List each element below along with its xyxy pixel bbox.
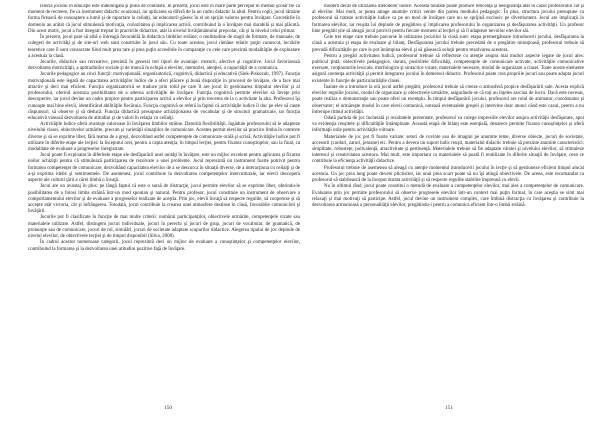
right-page-text <box>312 4 584 402</box>
left-paragraph-3: Jocurile, didactice sau recreative, prezintă în general trei tipuri de avantaje: motorii, afective şi cognitive. Jocul favorizează dezvoltarea motricităţii, a aptitudinilor sociale şi de muncă în echipă a elevilor, memoriei, atenţiei, a capacităţii de a comunica. <box>28 59 300 72</box>
right-paragraph-2: Cele trei etape care trebuie parcurse în utilizarea jocurilor la clasă sunt: etapa premergătoare introducerii jocului, desfăşurarea la clasă a acestuia şi etapa de evaluare şi bilanţ. Desfăşurarea jocului trebuie precedată de o pregătire minuţioasă, profesorul trebuie să prevadă dificultăţile pe care le pot întâmpina elevii şi să găsească soluţii pentru rezolvarea acestora. <box>312 35 584 53</box>
left-paragraph-7: Jocul are un avantaj în plus: pe lângă faptul că este o sursă de distracţie, jocul permite elevilor să se exprime liber, oferindu-le posibilitatea de a folosi limba străină într-un mod spontan şi natural. Pentru profesor, jocul constituie un instrument de observare a comportamentului elevilor şi de evaluare a progreselor realizate de aceştia. Prin joc, elevii învaţă să respecte regulile, să coopereze şi să accepte atât victoria, cât şi înfrângerea. Totodată, jocul contribuie la crearea unei atmosfere destinse în clasă, favorabile comunicării şi învăţării. <box>28 184 300 215</box>
right-paragraph-8: Nu în ultimul rând, jocul poate constitui o metodă de evaluare a competenţelor elevilor, mai ales a competenţelor de comunicare. Evaluarea prin joc permite profesorului să observe progresele elevilor într-un context mai puţin formal, în care aceştia se simt mai relaxaţi şi mai motivaţi să participe. Astfel, jocul devine un instrument complex, care îmbină distracţia cu învăţarea şi contribuie la dezvoltarea armonioasă a personalităţii elevilor, pregătindu-i pentru a comunica eficient într-o limbă străină. <box>312 184 584 208</box>
right-paragraph-3: Pentru a pregăti activitatea ludică, profesorul trebuie să reflecteze cu atenţie asupra mai multor aspecte legate de jocul ales: publicul ţintă, obiectivele pedagogice, durata, posibilele dificultăţi, competenţele de comunicare activate, activităţile comunicative exersate, conţinuturile lexicale, morfologice şi sintactice vizate, materialele necesare, modul de organizare a clasei. Toate aceste elemente asigură coerenţa activităţii şi permit integrarea jocului în demersul didactic. Profesorul poate crea propriile jocuri sau poate adapta jocuri existente în funcţie de particularităţile clasei. <box>312 53 584 84</box>
right-paragraph-1: modern decât de utilizarea metodelor ludice. Această noutate poate produce reticenţă şi nesiguranţă atât în cazul profesorului cât şi al elevilor. Mai mult, ar putea atrage anumite critici venite din partea mediului pedagogic. În plus, structura jocului presupune ca profesorul să trateze activităţile ludice ca pe un mod de învăţare care nu se sprijină exclusiv pe divertisment. Jocul are implicaţii în formarea elevilor, iar reuşita lui depinde de pregătirea şi implicarea profesorului în organizarea şi desfăşurarea activităţii. Un profesor bine pregătit ştie să aleagă jocul potrivit pentru fiecare moment al lecţiei şi să îl adapteze nevoilor elevilor săi. <box>312 4 584 34</box>
page-number-left: 150 <box>163 405 173 411</box>
left-paragraph-9: În cadrul acestor numeroase categorii, jocul reprezintă deci un mijloc de evaluare a cunoştinţelor şi competenţelor elevilor, contribuind la formarea şi la dezvoltarea unei atitudini pozitive faţă de învăţare. <box>28 240 300 252</box>
right-paragraph-6: Materialele de joc pot fi foarte variate: seturi de cuvinte sau de imagini pe anumite teme, diverse obiecte, jocuri de societate, accesorii (carduri, zaruri, jetoane) etc. Pentru a deveni un suport ludic reuşit, materialul didactic trebuie să prezinte anumite caracteristici: simplitate, robusteţe, polivalenţă, atractivitate şi pertinenţă. Materialele trebuie să fie adaptate vârstei şi nivelului elevilor, să stimuleze interesul şi creativitatea acestora. Mai mult, este important ca materialele să poată fi reutilizate în diferite situaţii de învăţare, ceea ce contribuie la eficienţa activităţii didactice. <box>312 134 584 165</box>
left-paragraph-4: Jocurile pedagogice au cinci funcţii: motivaţională, organizatorică, cognitivă, didactică şi educativă (Siek-Piskozub, 1997). Funcţia motivaţională este legată de capacitatea activităţilor ludice de a oferi plăcere şi bună dispoziţie în procesul de învăţare, de a face mai atractiv şi deci mai eficient. Funcţia organizatorică se traduce prin rolul pe care îl are jocul în gestionarea timpului elevilor şi al profesorului, oferind acestuia posibilitatea de a alterna activităţile de învăţare. Funcţia cognitivă permite elevilor să înveţe prin descoperire, iar jocul devine un cadru propice pentru participarea activă a elevilor şi prin trecerea de la o activitate la alta. Profesorul îşi cunoaşte mai bine elevii, identificând abilităţile fiecăruia. Funcţia cognitivă se referă la faptul că activităţile ludice îl duc pe elev să caute răspunsuri, să observe şi să deducă. Funcţia didactică presupune achiziţionarea de vocabular şi de structuri gramaticale, iar funcţia educativă vizează dezvoltarea de atitudini şi de valori în relaţia cu ceilalţi. <box>28 72 300 121</box>
page-number-right: 151 <box>444 405 454 411</box>
left-page-text <box>28 4 300 402</box>
left-paragraph-2: În prezent, jocul pare să aibă o întreagă favorabilă în didactica limbilor străine; o multitudine de stagii de formare, de manuale, de culegeri de activităţi şi de site-uri web sunt construite în jurul său. Cu toate acestea, jocul rămâne relativ puţin cunoscut, lucrările teoretice care îl sunt consacrate fiind mult prea rare şi prea puţin accesibile în comparaţie cu cele care prezintă modalităţile de exploatare a acestuia la clasă. <box>28 35 300 59</box>
right-paragraph-5: Odată partida de joc încheiată şi rezultatele prezentate, profesorul va culege impresiile elevilor asupra activităţii desfăşurate, apoi va evidenţia reuşitele şi dificultăţile întâmpinate. Această etapă de bilanţ este esenţială, deoarece permite fixarea cunoştinţelor şi oferă informaţii utile pentru activităţile viitoare. <box>312 115 584 134</box>
left-paragraph-8: Jocurile pot fi clasificate în funcţie de mai multe criterii: numărul participanţilor, obiectivele urmărite, competenţele vizate sau materialele utilizate. Astfel, distingem jocuri individuale, jocuri în perechi şi jocuri de grup, jocuri de vocabular, de gramatică, de pronunţie sau de comunicare, jocuri de rol, simulări, jocuri de societate adaptate scopurilor didactice. Alegerea tipului de joc depinde de nivelul elevilor, de obiectivele lecţiei şi de timpul disponibil (Silva, 2008). <box>28 215 300 240</box>
left-paragraph-1: Istoria jocului în educaţie este îndelungată şi plină de contraste. În prezent, jocul este în mare parte perceput în mediul şcolar fie ca moment de recreere, fie ca instrument didactic ocazional, iar aplicarea sa diferă de la un cadru didactic la altul. Pentru copii, jocul rămâne forma firească de cunoaştere a lumii şi de raportare la ceilalţi, iar educatorii găsesc în el un sprijin valoros pentru învăţare. Cercetările în domeniu au arătat că jocul stimulează motivaţia, curiozitatea şi implicarea activă, contribuind la o învăţare mai durabilă şi mai plăcută. Din acest motiv, jocul a fost integrat treptat în practicile didactice, atât la nivelul învăţământului preşcolar, cât şi la nivelul celui primar. <box>28 4 300 34</box>
left-paragraph-6: Jocul poate fi exploatat în diferitele etape ale desfăşurării unei unităţi în învăţare, este un mijloc excelent pentru aplicarea şi fixarea noilor achiziţii pentru că stimulează participarea de rezolvare a unei probleme. Jocul reprezintă un instrument foarte potrivit pentru formarea competenţei de comunicare, dezvoltând capacitatea elevilor de a se descurca în situaţii diverse, de a interacţiona cu ceilalţi şi de a-şi exprima ideile şi sentimentele. De asemenea, jocul contribuie la dezvoltarea competenţelor interculturale, iar elevii descoperă aspecte ale culturii ţării a cărei limbă o învaţă. <box>28 153 300 184</box>
right-paragraph-7: Profesorul trebuie de asemenea să aleagă cu atenţie momentul introducerii jocului în lecţie şi să gestioneze eficient timpul alocat acestuia. Un joc prea lung poate deveni plictisitor, iar unul prea scurt poate să nu îşi atingă obiectivele. De aceea, este recomandat ca profesorul să stabilească de la început durata activităţii şi să respecte regulile stabilite împreună cu elevii. <box>312 165 584 184</box>
right-paragraph-4: Înainte de a introduce la oră jocul astfel pregătit, profesorul trebuie să creeze o atmosferă propice desfăşurării sale. Acesta explică elevilor regulile jocului, modul de organizare şi obiectivele urmărite, asigurându-se că toţi au înţeles sarcina de lucru. Dacă este necesar, poate realiza o demonstraţie sau poate oferi un exemplu. În timpul desfăşurării jocului, profesorul are rolul de animator, coordonator şi observator; el urmăreşte modul în care elevii comunică, notează eventualele greşeli şi intervine doar atunci când este cazul, pentru a nu întrerupe ritmul activităţii. <box>312 84 584 115</box>
left-paragraph-5: Activităţile ludice oferă avantaje valoroase în învăţarea limbilor străine. Datorită flexibilităţii, îngăduie profesorului să le adapteze nivelului clasei, obiectivelor urmărite, precum şi varietăţii situaţiilor de comunicare. Acestea permit elevilor să practice limba în contexte diverse şi să se exprime liber, fără teama de a greşi, dezvoltând astfel competenţele de comunicare orală şi scrisă. Activităţile ludice pot fi utilizate în diferite etape ale lecţiei: la începutul orei, pentru a capta atenţia, în timpul lecţiei, pentru fixarea cunoştinţelor, sau la final, ca modalitate de evaluare a progreselor înregistrate. <box>28 122 300 153</box>
